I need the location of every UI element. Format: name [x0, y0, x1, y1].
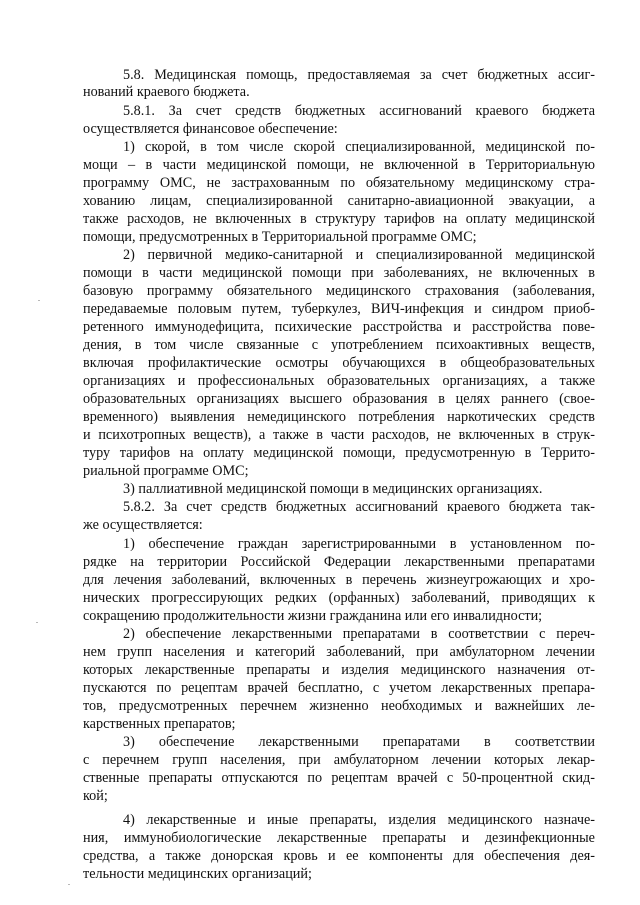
text-line: программу ОМС, не застрахованным по обязательному медицинскому стра- — [83, 175, 595, 191]
text-line: риальной программе ОМС; — [83, 463, 249, 479]
text-line: нем групп населения и категорий заболеваний, при амбулаторном лечении — [83, 644, 595, 660]
text-line: включая профилактические осмотры обучающихся в общеобразовательных — [83, 355, 595, 371]
text-line: базовую программу обязательного медицинского страхования (заболевания, — [83, 283, 595, 299]
text-line: карственных препаратов; — [83, 716, 236, 732]
text-line: с перечнем групп населения, при амбулаторном лечении которых лекар- — [83, 752, 595, 768]
text-line: хованию лицам, специализированной санитарно-авиационной эвакуации, а — [83, 193, 595, 209]
text-line: и психотропных веществ), а также в части расходов, не включенных в струк- — [83, 427, 595, 443]
text-line: пускаются по рецептам врачей бесплатно, с учетом лекарственных препара- — [83, 680, 595, 696]
text-line: осуществляется финансовое обеспечение: — [83, 121, 338, 137]
text-line: помощи в части медицинской помощи при заболеваниях, не включенных в — [83, 265, 595, 281]
text-line: нований краевого бюджета. — [83, 84, 250, 100]
text-line: мощи – в части медицинской помощи, не включенной в Территориальную — [83, 157, 595, 173]
text-line: же осуществляется: — [83, 517, 203, 533]
text-line: 5.8. Медицинская помощь, предоставляемая за счет бюджетных ассиг- — [123, 67, 595, 83]
text-line: ственные препараты отпускаются по рецептам врачей с 50-процентной скид- — [83, 770, 595, 786]
text-line: 4) лекарственные и иные препараты, изделия медицинского назначе- — [123, 812, 595, 828]
text-line: 1) обеспечение граждан зарегистрированными в установленном по- — [123, 536, 595, 552]
text-line: 3) паллиативной медицинской помощи в медицинских организациях. — [123, 481, 543, 497]
text-line: также расходов, не включенных в структуру тарифов на оплату медицинской — [83, 211, 595, 227]
text-line: 2) первичной медико-санитарной и специализированной медицинской — [123, 247, 595, 263]
text-line: которых лекарственные препараты и изделия медицинского назначения от- — [83, 662, 595, 678]
text-line: помощи, предусмотренных в Территориальной программе ОМС; — [83, 229, 477, 245]
text-line: тельности медицинских организаций; — [83, 866, 312, 882]
text-line: ретенного иммунодефицита, психические расстройства и расстройства пове- — [83, 319, 595, 335]
text-line: для лечения заболеваний, включенных в перечень жизнеугрожающих и хро- — [83, 572, 595, 588]
text-line: 1) скорой, в том числе скорой специализированной, медицинской по- — [123, 139, 595, 155]
text-line: ния, иммунобиологические лекарственные препараты и дезинфекционные — [83, 830, 595, 846]
scan-speck — [36, 622, 38, 623]
text-line: временного) выявления немедицинского потребления наркотических средств — [83, 409, 595, 425]
text-line: кой; — [83, 788, 108, 804]
text-line: 5.8.1. За счет средств бюджетных ассигнований краевого бюджета — [123, 103, 595, 119]
text-line: средства, а также донорская кровь и ее компоненты для обеспечения дея- — [83, 848, 595, 864]
text-line: рядке на территории Российской Федерации лекарственными препаратами — [83, 554, 595, 570]
text-line: дения, в том числе связанные с употреблением психоактивных веществ, — [83, 337, 595, 353]
scan-speck — [68, 884, 70, 885]
scan-speck — [38, 300, 40, 301]
text-line: передаваемые половым путем, туберкулез, ВИЧ-инфекция и синдром приоб- — [83, 301, 595, 317]
text-line: нических прогрессирующих редких (орфанных) заболеваний, приводящих к — [83, 590, 595, 606]
text-line: тов, предусмотренных перечнем жизненно необходимых и важнейших ле- — [83, 698, 595, 714]
text-line: сокращению продолжительности жизни гражданина или его инвалидности; — [83, 608, 543, 624]
text-line: организациях и профессиональных образовательных организациях, а также — [83, 373, 595, 389]
text-line: 2) обеспечение лекарственными препаратами в соответствии с переч- — [123, 626, 595, 642]
text-line: 5.8.2. За счет средств бюджетных ассигнований краевого бюджета так- — [123, 499, 595, 515]
text-line: образовательных организациях высшего образования в целях раннего (свое- — [83, 391, 595, 407]
text-line: 3) обеспечение лекарственными препаратами в соответствии — [123, 734, 595, 750]
text-line: туру тарифов на оплату медицинской помощи, предусмотренную в Террито- — [83, 445, 595, 461]
